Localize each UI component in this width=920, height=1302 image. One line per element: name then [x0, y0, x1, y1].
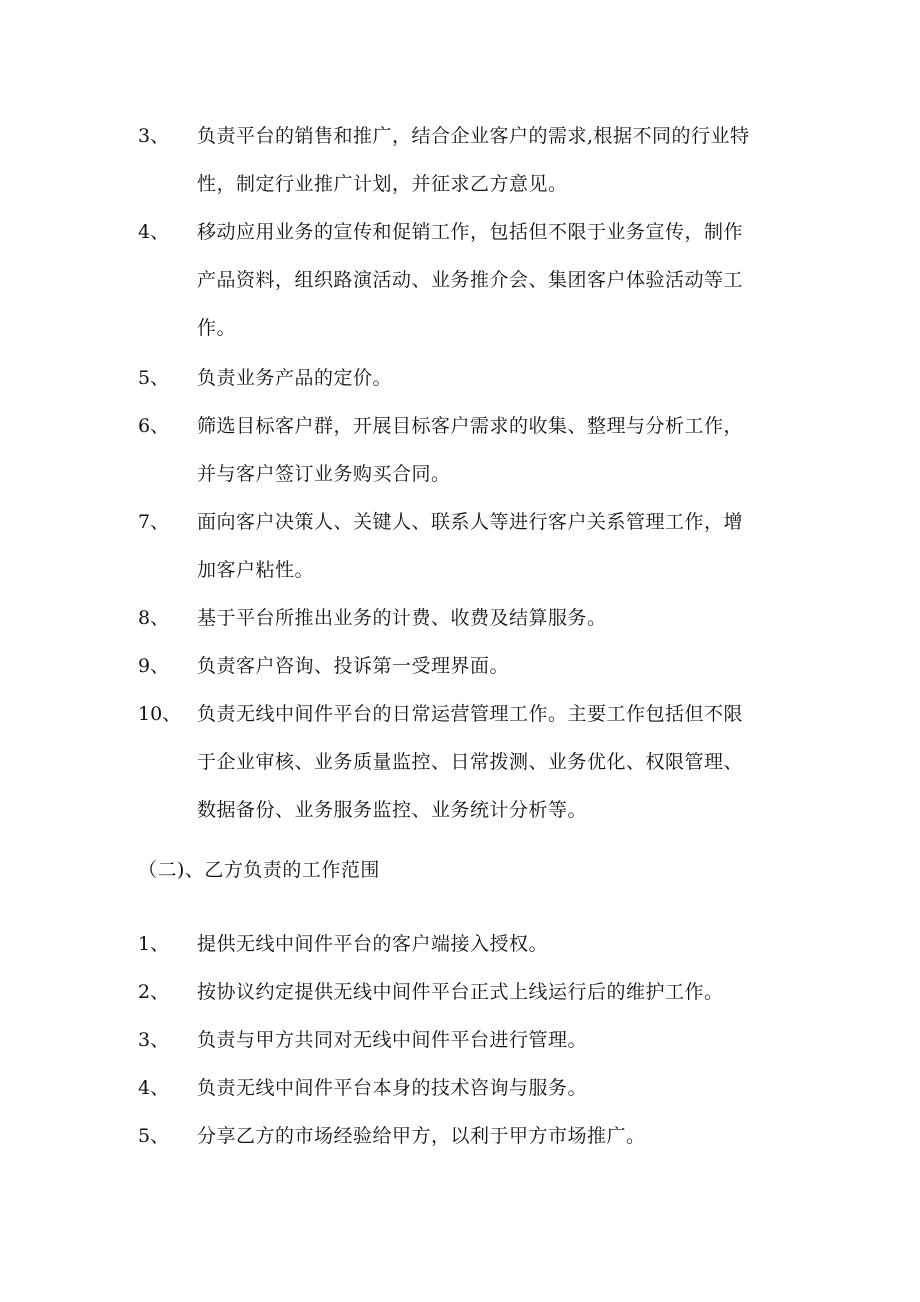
item-number: 7、	[138, 511, 170, 533]
item-text	[197, 402, 817, 498]
text-line: 负责与甲方共同对无线中间件平台进行管理。	[197, 1029, 588, 1051]
text-line: 负责平台的销售和推广，结合企业客户的需求,根据不同的行业特	[197, 125, 750, 147]
text-line: 提供无线中间件平台的客户端接入授权。	[197, 933, 549, 955]
text-line: 筛选目标客户群，开展目标客户需求的收集、整理与分析工作，	[197, 415, 744, 437]
section-heading: （二)、乙方负责的工作范围	[138, 859, 380, 881]
item-text	[197, 112, 817, 208]
item-text	[197, 968, 817, 1016]
item-text	[197, 642, 817, 690]
item-text	[197, 920, 817, 968]
item-text	[197, 690, 817, 834]
item-text	[197, 498, 817, 594]
item-number: 9、	[138, 655, 170, 677]
text-line: 基于平台所推出业务的计费、收费及结算服务。	[197, 607, 607, 629]
item-text	[197, 208, 817, 352]
text-line: 面向客户决策人、关键人、联系人等进行客户关系管理工作，增	[197, 511, 744, 533]
text-line: 移动应用业务的宣传和促销工作，包括但不限于业务宣传，制作	[197, 221, 744, 243]
item-text	[197, 1112, 817, 1160]
item-number: 5、	[138, 1125, 170, 1147]
item-number: 10、	[138, 703, 182, 725]
text-line: 负责无线中间件平台的日常运营管理工作。主要工作包括但不限	[197, 703, 744, 725]
text-line: 负责无线中间件平台本身的技术咨询与服务。	[197, 1077, 588, 1099]
item-number: 8、	[138, 607, 170, 629]
item-text	[197, 1064, 817, 1112]
item-number: 2、	[138, 981, 170, 1003]
item-text	[197, 1016, 817, 1064]
item-text	[197, 354, 817, 402]
item-number: 3、	[138, 125, 170, 147]
item-number: 4、	[138, 221, 170, 243]
item-number: 5、	[138, 367, 170, 389]
text-line: 分享乙方的市场经验给甲方，以利于甲方市场推广。	[197, 1125, 646, 1147]
text-line: 加客户粘性。	[197, 559, 315, 581]
text-line: 负责业务产品的定价。	[197, 367, 393, 389]
item-number: 1、	[138, 933, 170, 955]
text-line: 产品资料，组织路演活动、业务推介会、集团客户体验活动等工	[197, 269, 744, 291]
text-line: 作。	[197, 317, 237, 339]
text-line: 负责客户咨询、投诉第一受理界面。	[197, 655, 510, 677]
item-number: 3、	[138, 1029, 170, 1051]
item-text	[197, 594, 817, 642]
item-number: 4、	[138, 1077, 170, 1099]
text-line: 数据备份、业务服务监控、业务统计分析等。	[197, 799, 588, 821]
item-number: 6、	[138, 415, 170, 437]
text-line: 按协议约定提供无线中间件平台正式上线运行后的维护工作。	[197, 981, 724, 1003]
text-line: 并与客户签订业务购买合同。	[197, 463, 451, 485]
text-line: 于企业审核、业务质量监控、日常拨测、业务优化、权限管理、	[197, 751, 744, 773]
text-line: 性，制定行业推广计划，并征求乙方意见。	[197, 173, 568, 195]
